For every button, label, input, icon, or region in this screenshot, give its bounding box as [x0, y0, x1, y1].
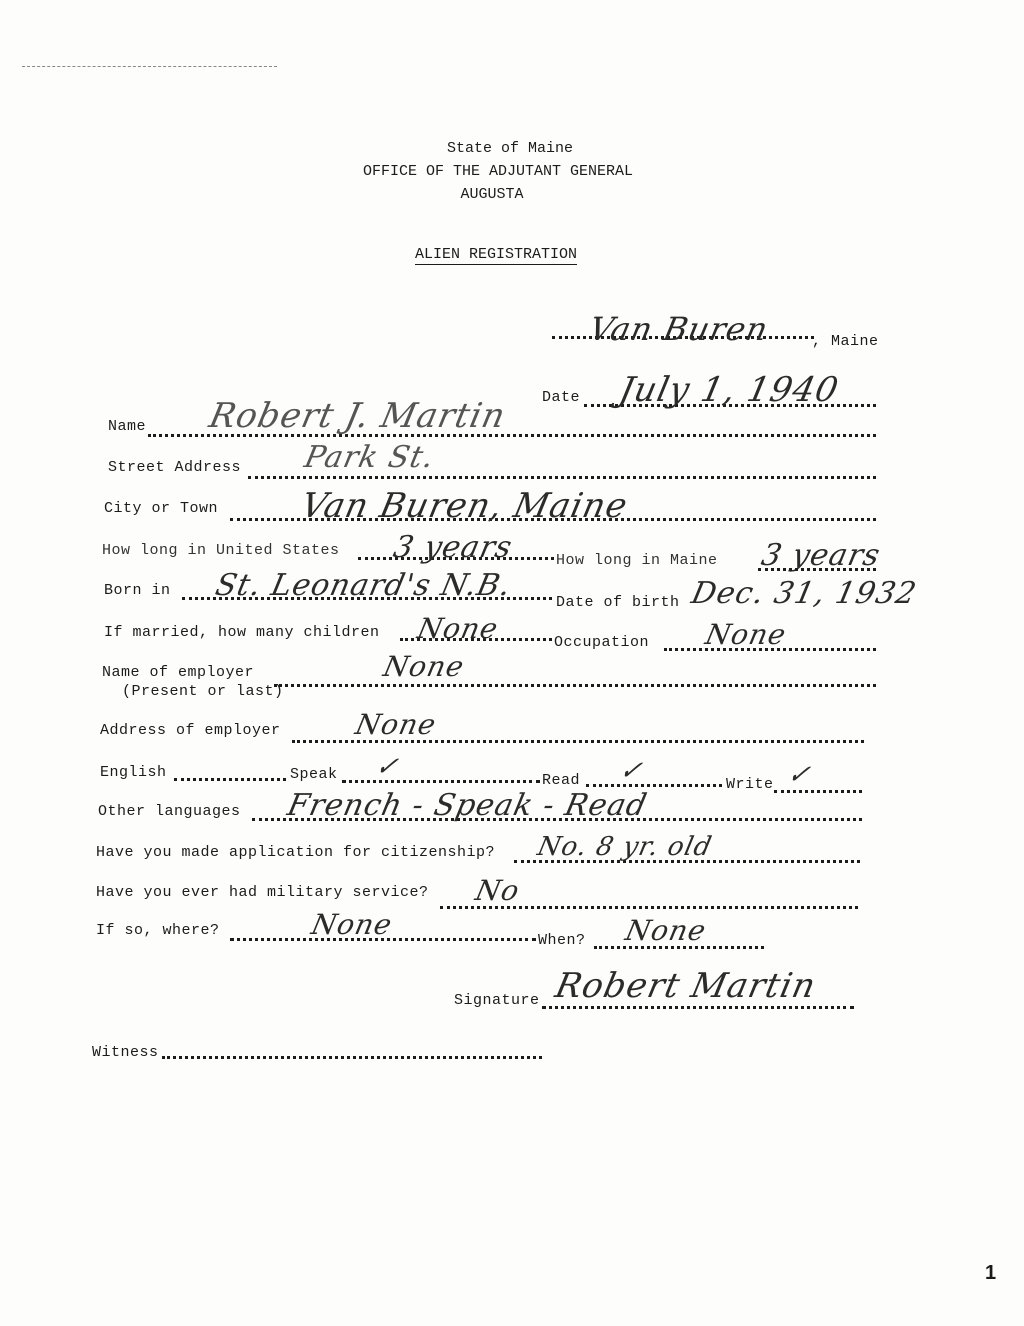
speak-label: Speak: [290, 766, 338, 783]
when-label: When?: [538, 932, 586, 949]
scan-artifact: [22, 66, 277, 67]
children-value: None: [414, 612, 502, 645]
dob-value: Dec. 31, 1932: [688, 576, 921, 611]
signature-value: Robert Martin: [551, 966, 820, 1006]
street-value: Park St.: [301, 440, 438, 475]
maine-stay-dots: [758, 568, 876, 571]
street-dots: [248, 476, 876, 479]
employer-dots: [274, 684, 876, 687]
date-label: Date: [542, 389, 581, 406]
name-label: Name: [108, 418, 147, 435]
born-label: Born in: [104, 582, 171, 599]
other-languages-value: French - Speak - Read: [284, 788, 651, 823]
children-label: If married, how many children: [104, 624, 380, 641]
citizenship-label: Have you made application for citizenship?: [96, 844, 496, 861]
english-dots-1: [174, 778, 286, 781]
employer-address-label: Address of employer: [100, 722, 281, 739]
us-stay-label: How long in United States: [102, 542, 340, 559]
city-label: City or Town: [104, 500, 219, 517]
write-label: Write: [726, 776, 774, 793]
signature-dots: [542, 1006, 854, 1009]
citizenship-value: No. 8 yr. old: [534, 832, 715, 862]
street-label: Street Address: [108, 459, 242, 476]
speak-value: ✓: [372, 752, 402, 782]
occupation-value: None: [702, 618, 790, 651]
us-stay-value: 3 years: [390, 530, 516, 565]
location-town: Van Buren: [585, 310, 773, 348]
document-title: ALIEN REGISTRATION: [414, 246, 578, 263]
maine-stay-value: 3 years: [758, 538, 884, 573]
header-city: AUGUSTA: [460, 186, 524, 203]
where-value: None: [308, 908, 396, 941]
english-dots-2: [342, 780, 540, 783]
dob-label: Date of birth: [556, 594, 680, 611]
name-value: Robert J. Martin: [205, 396, 510, 436]
read-value: ✓: [616, 756, 646, 786]
date-value: July 1, 1940: [615, 370, 843, 410]
english-dots-3: [586, 784, 722, 787]
city-value: Van Buren, Maine: [297, 486, 632, 526]
signature-label: Signature: [454, 992, 540, 1009]
read-label: Read: [542, 772, 581, 789]
born-value: St. Leonard's N.B.: [212, 568, 515, 603]
witness-label: Witness: [92, 1044, 159, 1061]
occupation-label: Occupation: [554, 634, 650, 651]
other-languages-label: Other languages: [98, 803, 241, 820]
page-number: 1: [985, 1262, 997, 1284]
employer-label: Name of employer: [102, 664, 255, 681]
header-state: State of Maine: [446, 140, 574, 157]
employer-address-value: None: [352, 708, 440, 741]
employer-sublabel: (Present or last): [122, 683, 284, 700]
english-dots-4: [774, 790, 862, 793]
where-label: If so, where?: [96, 922, 220, 939]
write-value: ✓: [784, 760, 814, 790]
when-value: None: [622, 914, 710, 947]
military-value: No: [472, 874, 523, 907]
header-office: OFFICE OF THE ADJUTANT GENERAL: [362, 163, 634, 180]
english-label: English: [100, 764, 167, 781]
military-label: Have you ever had military service?: [96, 884, 429, 901]
maine-stay-label: How long in Maine: [556, 552, 718, 569]
location-suffix: , Maine: [812, 333, 879, 350]
employer-value: None: [380, 650, 468, 683]
witness-dots: [162, 1056, 542, 1059]
